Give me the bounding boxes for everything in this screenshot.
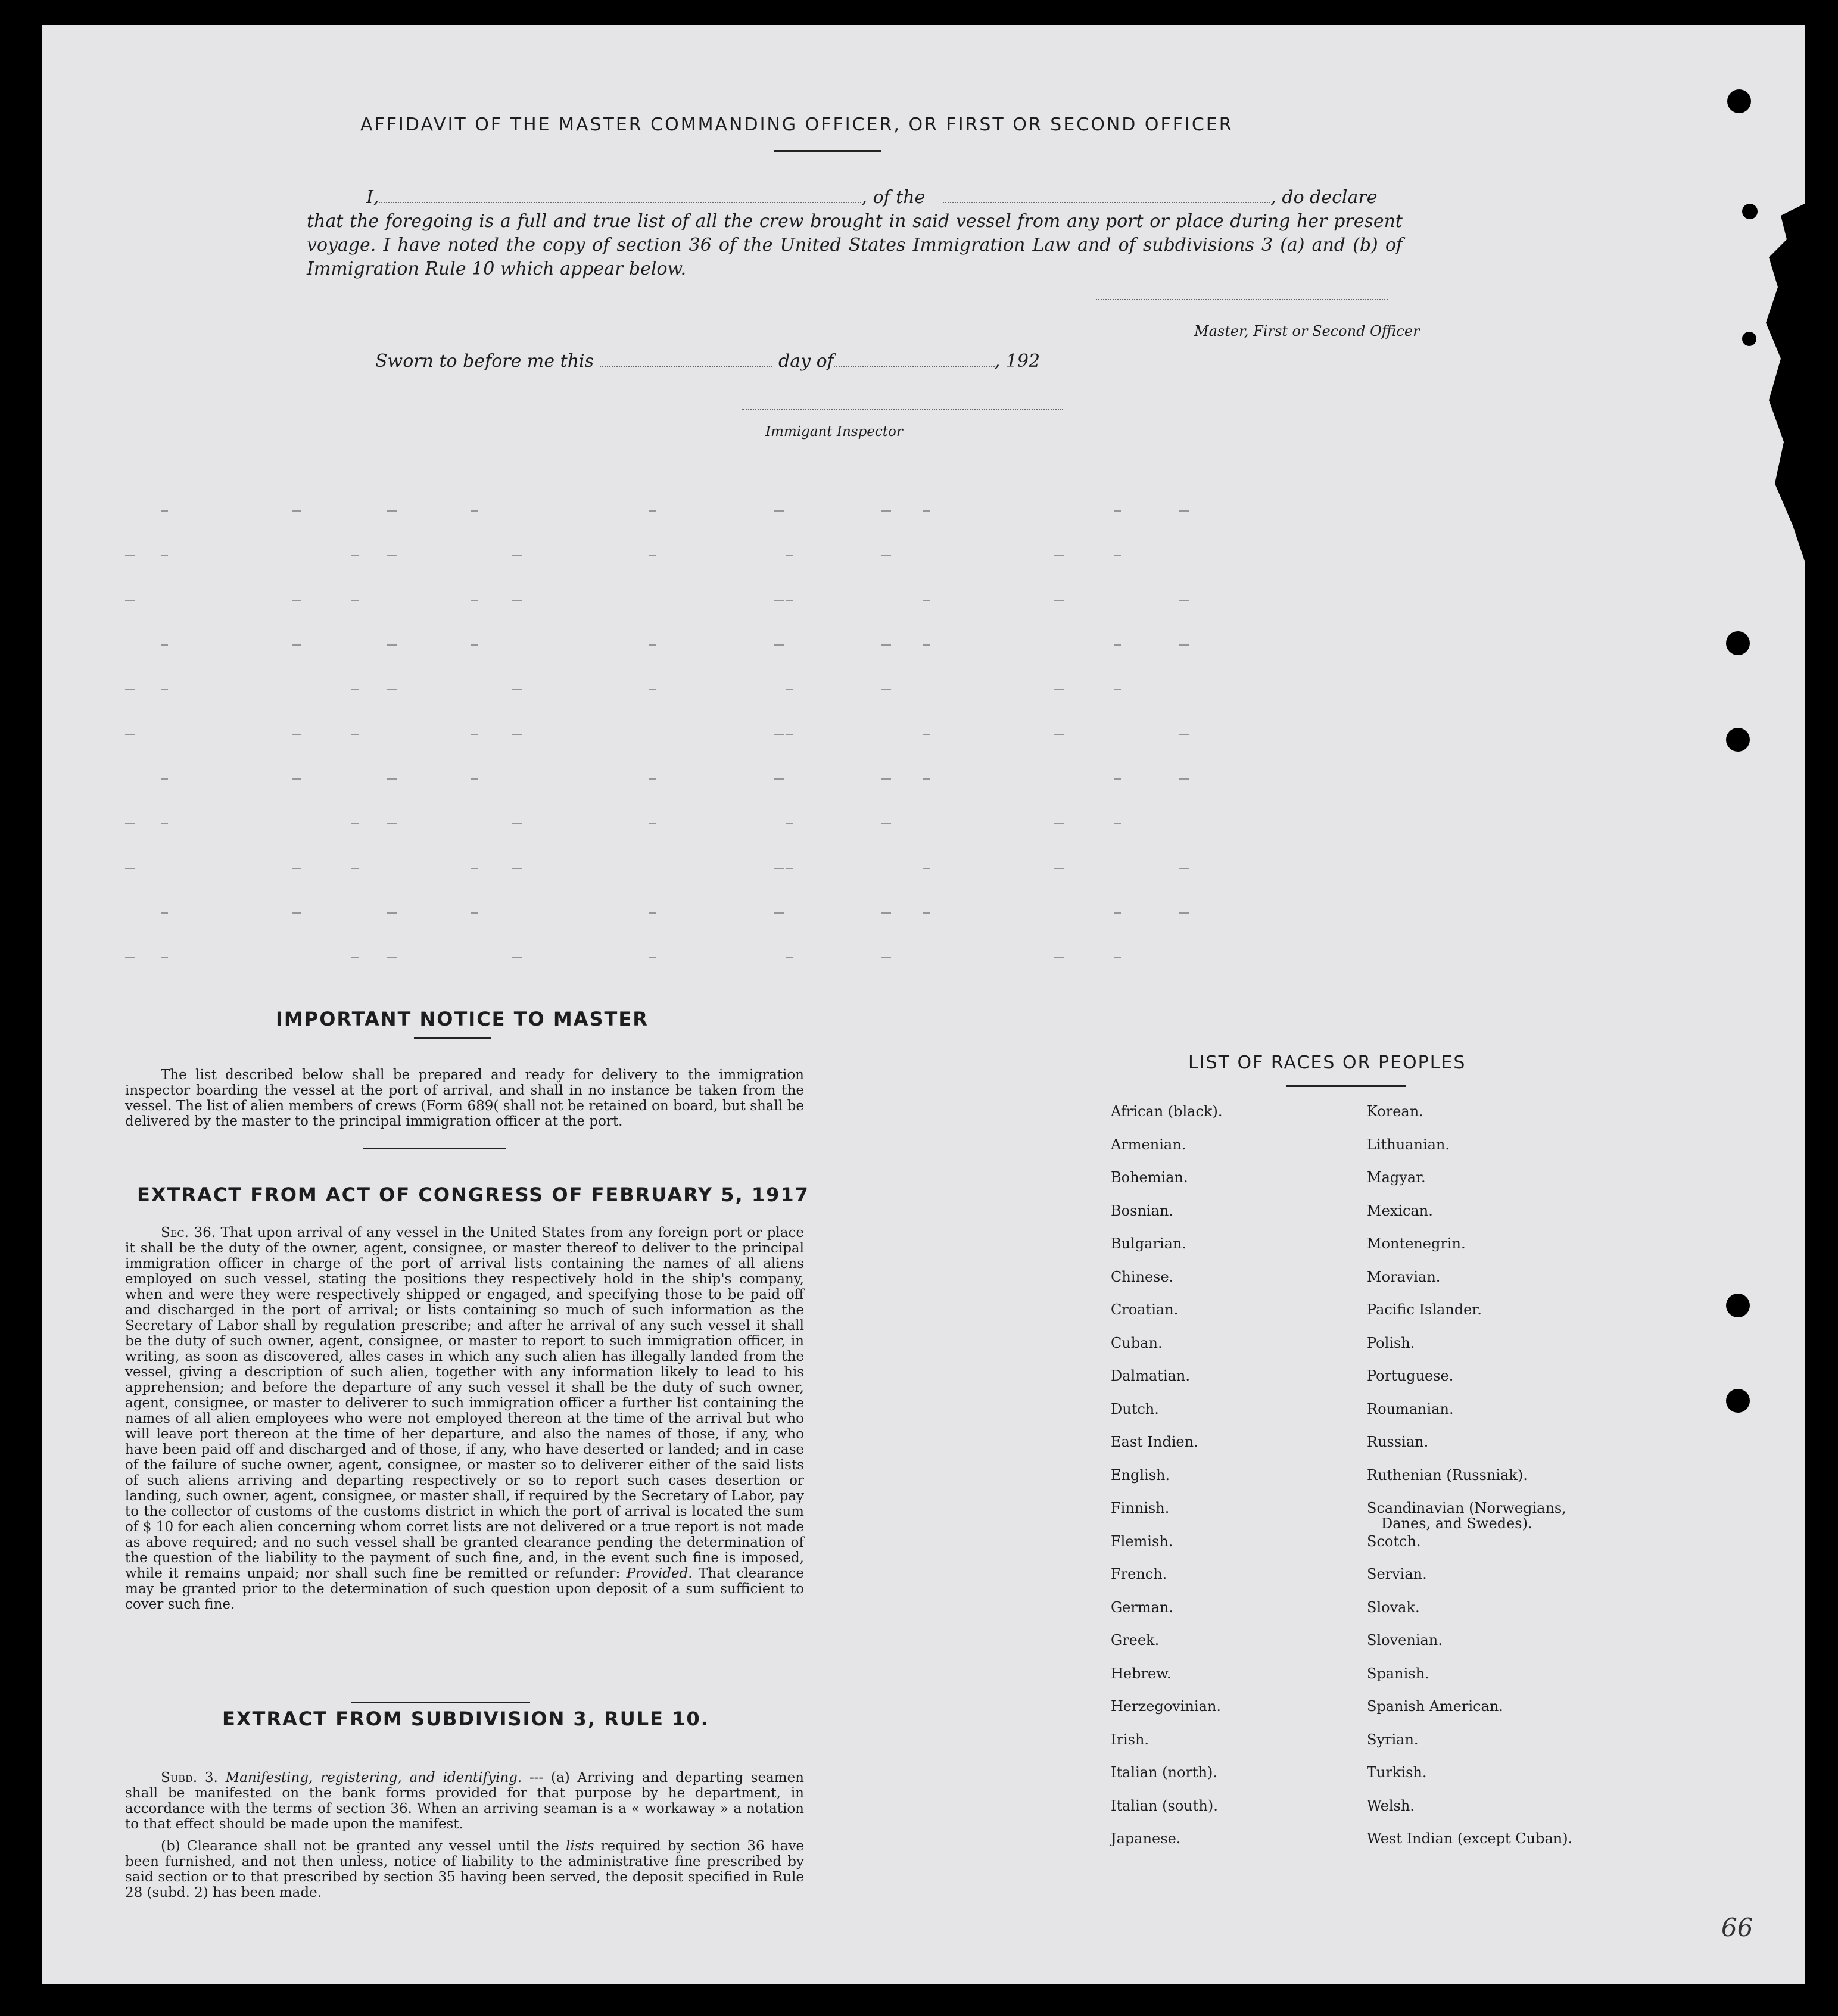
rule-subd-b-italic: lists [565,1839,594,1854]
faint-dash [786,868,793,869]
faint-dash [161,778,168,780]
faint-dash [649,689,656,690]
faint-dash [161,644,168,646]
faint-dash [471,644,478,646]
race-item: African (black). [1111,1103,1223,1120]
race-item: Greek. [1111,1632,1160,1649]
faint-dash [774,510,784,512]
race-item: German. [1111,1599,1173,1616]
race-item: Korean. [1367,1103,1423,1120]
act-title: EXTRACT FROM ACT OF CONGRESS OF FEBRUARY 5, 1917 [137,1183,809,1206]
faint-dash [471,868,478,869]
faint-dash [292,644,301,646]
faint-dash [649,555,656,556]
sworn-prefix: Sworn to before me this [375,351,594,372]
faint-dash [649,778,656,780]
races-divider [1286,1085,1406,1087]
faint-dash [387,912,397,914]
faint-dash [292,912,301,914]
faint-dash [881,823,891,824]
faint-dash [1179,912,1189,914]
faint-dash [774,644,784,646]
inspector-label: Immigant Inspector [765,424,903,440]
title-divider [774,150,881,152]
faint-dash [649,510,656,512]
punch-hole [1726,631,1750,655]
faint-dash [1179,778,1189,780]
notice-body: The list described below shall be prepared and ready for delivery to the immigration inspector boarding the vessel at the port of arrival, and shall in no instance be taken from the vessel. The list of alien members of crews (Form 689( shall not be retained on board, but shall be delivered by the master to the principal immigration officer at the port. [125,1067,804,1129]
faint-dash [1179,600,1189,601]
race-item: Japanese. [1111,1830,1181,1847]
faint-dash [292,734,301,735]
faint-dash [1054,823,1064,824]
declaration-do-declare: , do declare [1270,187,1378,208]
faint-dash [471,778,478,780]
inspector-line [742,409,1063,410]
faint-dash [387,778,397,780]
faint-dash [512,555,522,556]
faint-dash [649,912,656,914]
faint-dash [923,868,930,869]
race-item: Portuguese. [1367,1367,1454,1384]
faint-dash [351,600,359,601]
faint-dash [786,734,793,735]
marginal-note: 66 [1721,1913,1753,1942]
race-item: Russian. [1367,1434,1429,1450]
faint-dash [1179,644,1189,646]
rule-subd-a-text: --- (a) Arriving and departing seamen shall be manifested on the bank forms provided for that purpose by he department, in accordance with the terms of section 36. When an arriving seaman is a « workaway » a notation to that effect should be made upon the manifest. [125,1770,804,1832]
race-item: Spanish American. [1367,1698,1503,1715]
faint-dash [125,868,135,869]
faint-dash [923,734,930,735]
act-section-label: Sec. 36. [161,1225,216,1241]
race-item: Mexican. [1367,1202,1433,1219]
punch-hole [1726,1389,1750,1413]
faint-dash [351,555,359,556]
faint-dash [1114,689,1121,690]
faint-dash [387,823,397,824]
faint-dash [125,734,135,735]
faint-dash [1114,912,1121,914]
race-item: Dalmatian. [1111,1367,1191,1384]
faint-dash [292,510,301,512]
race-item: Hebrew. [1111,1665,1172,1682]
race-item: Danes, and Swedes). [1381,1515,1532,1532]
race-item: Slovak. [1367,1599,1420,1616]
faint-dash [1114,644,1121,646]
faint-dash [774,912,784,914]
faint-dash [351,957,359,958]
vessel-blank [943,189,1270,203]
faint-dash [161,555,168,556]
faint-dash [786,689,793,690]
faint-dash [649,644,656,646]
faint-dash [774,868,784,869]
faint-dash [881,778,891,780]
faint-dash [1179,734,1189,735]
rule-subd-b [125,1839,804,1900]
sworn-day-of: day of [778,351,834,372]
race-item: Welsh. [1367,1797,1415,1814]
torn-edge [1745,204,1805,561]
race-item: French. [1111,1566,1167,1582]
act-body [125,1225,804,1612]
faint-dash [387,555,397,556]
sworn-year: , 192 [994,351,1041,372]
faint-dash [786,957,793,958]
faint-dash [923,644,930,646]
faint-dash [923,600,930,601]
faint-dash [471,510,478,512]
faint-dash [881,555,891,556]
faint-dash [1054,957,1064,958]
day-blank [600,353,772,367]
race-item: Syrian. [1367,1731,1419,1748]
name-blank [379,189,861,203]
faint-dash [923,912,930,914]
faint-dash [125,600,135,601]
race-item: Bulgarian. [1111,1235,1186,1252]
race-item: Bosnian. [1111,1202,1173,1219]
faint-dash [1114,957,1121,958]
faint-dash [161,823,168,824]
faint-dash [387,689,397,690]
affidavit-title: AFFIDAVIT OF THE MASTER COMMANDING OFFICER, OR FIRST OR SECOND OFFICER [360,114,1233,135]
race-item: Herzegovinian. [1111,1698,1222,1715]
act-body-text: That upon arrival of any vessel in the United States from any foreign port or place it shall be the duty of the owner, agent, consignee, or master thereof to deliver to the principal immigration officer in charge of the port of arrival lists containing the names of all aliens employed on such vessel, stating the positions they respectively hold in the ship's company, when and were they were respectively shipped or engaged, and specifying those to be paid off and discharged in the port of arrival; or lists containing so much of such information as the Secretary of Labor shall by regulation prescribe; and after he arrival of any such vessel it shall be the duty of such owner, agent, consignee, or master to report to such immigration officer, in writing, as soon as discovered, alles cases in which any such alien has illegally landed from the vessel, giving a description of such alien, together with any information likely to lead to his apprehension; and before the departure of any such vessel it shall be the duty of such owner, agent, consignee, or master to deliverer to such immigration officer a further list containing the names of all alien employees who were not employed thereon at the time of the arrival but who will leave port thereon at the time of her departure, and also the names of those, if any, who have been paid off and discharged and of those, if any, who have deserted or landed; and in case of the failure of suche owner, agent, consignee, or master so to deliverer either of the said lists of such aliens arriving and departing respectively or so to report such cases desertion or landing, such owner, agent, consignee, or master shall, if required by the Secretary of Labor, pay to the collector of customs of the customs district in which the port of arrival is located the sum of $ 10 for each alien concerning whom corret lists are not delivered or a true report is not made as above required; and no such vessel shall be granted clearance pending the determination of the question of the liability to the payment of such fine, and, in the event such fine is imposed, while it remains unpaid; nor shall such fine be remitted or refunder: [125,1225,804,1581]
faint-dash [351,868,359,869]
faint-dash [881,912,891,914]
race-item: Armenian. [1111,1136,1186,1153]
faint-dash [351,689,359,690]
declaration-body: that the foregoing is a full and true list of all the crew brought in said vessel from any port or place during her present voyage. I have noted the copy of section 36 of the United States Immigration Law and of subdivisions 3 (a) and (b) of Immigration Rule 10 which appear below. [307,211,1403,279]
declaration-i: I, [366,187,379,208]
faint-dash [1114,510,1121,512]
rule-subd-a [125,1770,804,1832]
faint-dash [161,912,168,914]
race-item: Servian. [1367,1566,1427,1582]
faint-dash [471,734,478,735]
faint-dash [512,868,522,869]
race-item: Scotch. [1367,1532,1421,1550]
declaration-line [307,186,1403,210]
faint-dash [786,823,793,824]
faint-dash [1054,734,1064,735]
faint-dash [512,689,522,690]
faint-dash [161,510,168,512]
month-blank [834,353,995,367]
faint-dash [512,957,522,958]
faint-dash [387,510,397,512]
faint-dash [1054,689,1064,690]
race-item: Scandinavian (Norwegians, [1367,1500,1566,1516]
faint-dash [649,957,656,958]
faint-dash [512,600,522,601]
races-title: LIST OF RACES OR PEOPLES [1188,1052,1466,1073]
faint-dash [923,510,930,512]
race-item: Chinese. [1111,1268,1174,1285]
faint-dash [774,734,784,735]
race-item: Cuban. [1111,1334,1163,1351]
race-item: Irish. [1111,1731,1149,1748]
faint-dash [923,778,930,780]
faint-dash [881,689,891,690]
race-item: Magyar. [1367,1169,1426,1186]
faint-dash [471,600,478,601]
faint-dash [125,823,135,824]
punch-hole [1726,1294,1750,1317]
rule-subd-b-start: (b) Clearance shall not be granted any vessel until the [161,1839,559,1854]
race-item: Turkish. [1367,1764,1427,1781]
faint-dash [1054,600,1064,601]
faint-dash [292,778,301,780]
declaration-of-the: , of the [861,187,926,208]
race-item: Montenegrin. [1367,1235,1466,1252]
faint-dash [512,734,522,735]
race-item: Italian (north). [1111,1764,1218,1781]
race-item: English. [1111,1466,1170,1484]
signature-line [1096,299,1388,300]
rule-subd-label: Subd. 3. [161,1770,218,1786]
notice-title: IMPORTANT NOTICE TO MASTER [276,1008,649,1030]
faint-dash [774,778,784,780]
faint-dash [786,600,793,601]
faint-dash [125,555,135,556]
faint-dash [161,957,168,958]
race-item: Pacific Islander. [1367,1301,1482,1318]
faint-dash [881,957,891,958]
faint-dash [387,644,397,646]
act-end-divider [351,1702,530,1703]
rule-title: EXTRACT FROM SUBDIVISION 3, RULE 10. [222,1707,709,1730]
punch-hole [1727,89,1751,113]
race-item: Lithuanian. [1367,1136,1450,1153]
faint-dash [292,868,301,869]
faint-dash [161,689,168,690]
faint-dash [649,823,656,824]
race-item: Moravian. [1367,1268,1441,1285]
act-provided-word: Provided. [626,1566,693,1581]
race-item: Slovenian. [1367,1632,1443,1649]
faint-dash [786,555,793,556]
faint-dash [1179,510,1189,512]
race-item: Dutch. [1111,1400,1159,1417]
notice-divider [414,1037,491,1039]
faint-dash [351,823,359,824]
faint-dash [1179,868,1189,869]
faint-dash [1054,555,1064,556]
race-item: West Indian (except Cuban). [1367,1830,1573,1847]
faint-dash [512,823,522,824]
sworn-line [375,350,1149,373]
race-item: Roumanian. [1367,1400,1454,1417]
faint-dash [125,689,135,690]
faint-dash [1114,778,1121,780]
signature-label: Master, First or Second Officer [1194,323,1420,339]
faint-dash [351,734,359,735]
faint-dash [471,912,478,914]
notice-end-divider [363,1148,506,1149]
race-item: Croatian. [1111,1301,1179,1318]
race-item: Bohemian. [1111,1169,1188,1186]
race-item: Ruthenian (Russniak). [1367,1466,1528,1484]
faint-dash [1114,823,1121,824]
race-item: Polish. [1367,1334,1415,1351]
race-item: Flemish. [1111,1532,1173,1550]
faint-dash [1054,868,1064,869]
faint-dash [881,644,891,646]
faint-dash [774,600,784,601]
faint-dash [881,510,891,512]
faint-dash [387,957,397,958]
faint-dash [125,957,135,958]
rule-subd-italic: Manifesting, registering, and identifying. [225,1770,522,1786]
rule-subd-b-end: required by section 36 have been furnished, and not then unless, notice of liability to the administrative fine prescribed by said section or to that prescribed by section 35 having been served, the deposit specified in Rule 28 (subd. 2) has been made. [125,1839,805,1900]
faint-dash [1114,555,1121,556]
race-item: Spanish. [1367,1665,1429,1682]
punch-hole [1726,728,1750,752]
faint-dash [292,600,301,601]
race-item: Finnish. [1111,1500,1170,1516]
act-body-end: That clearance may be granted prior to the determination of such question upon deposit of a sum sufficient to cover such fine. [125,1566,805,1612]
document-page [42,25,1805,1984]
race-item: Italian (south). [1111,1797,1218,1814]
race-item: East Indien. [1111,1434,1198,1450]
